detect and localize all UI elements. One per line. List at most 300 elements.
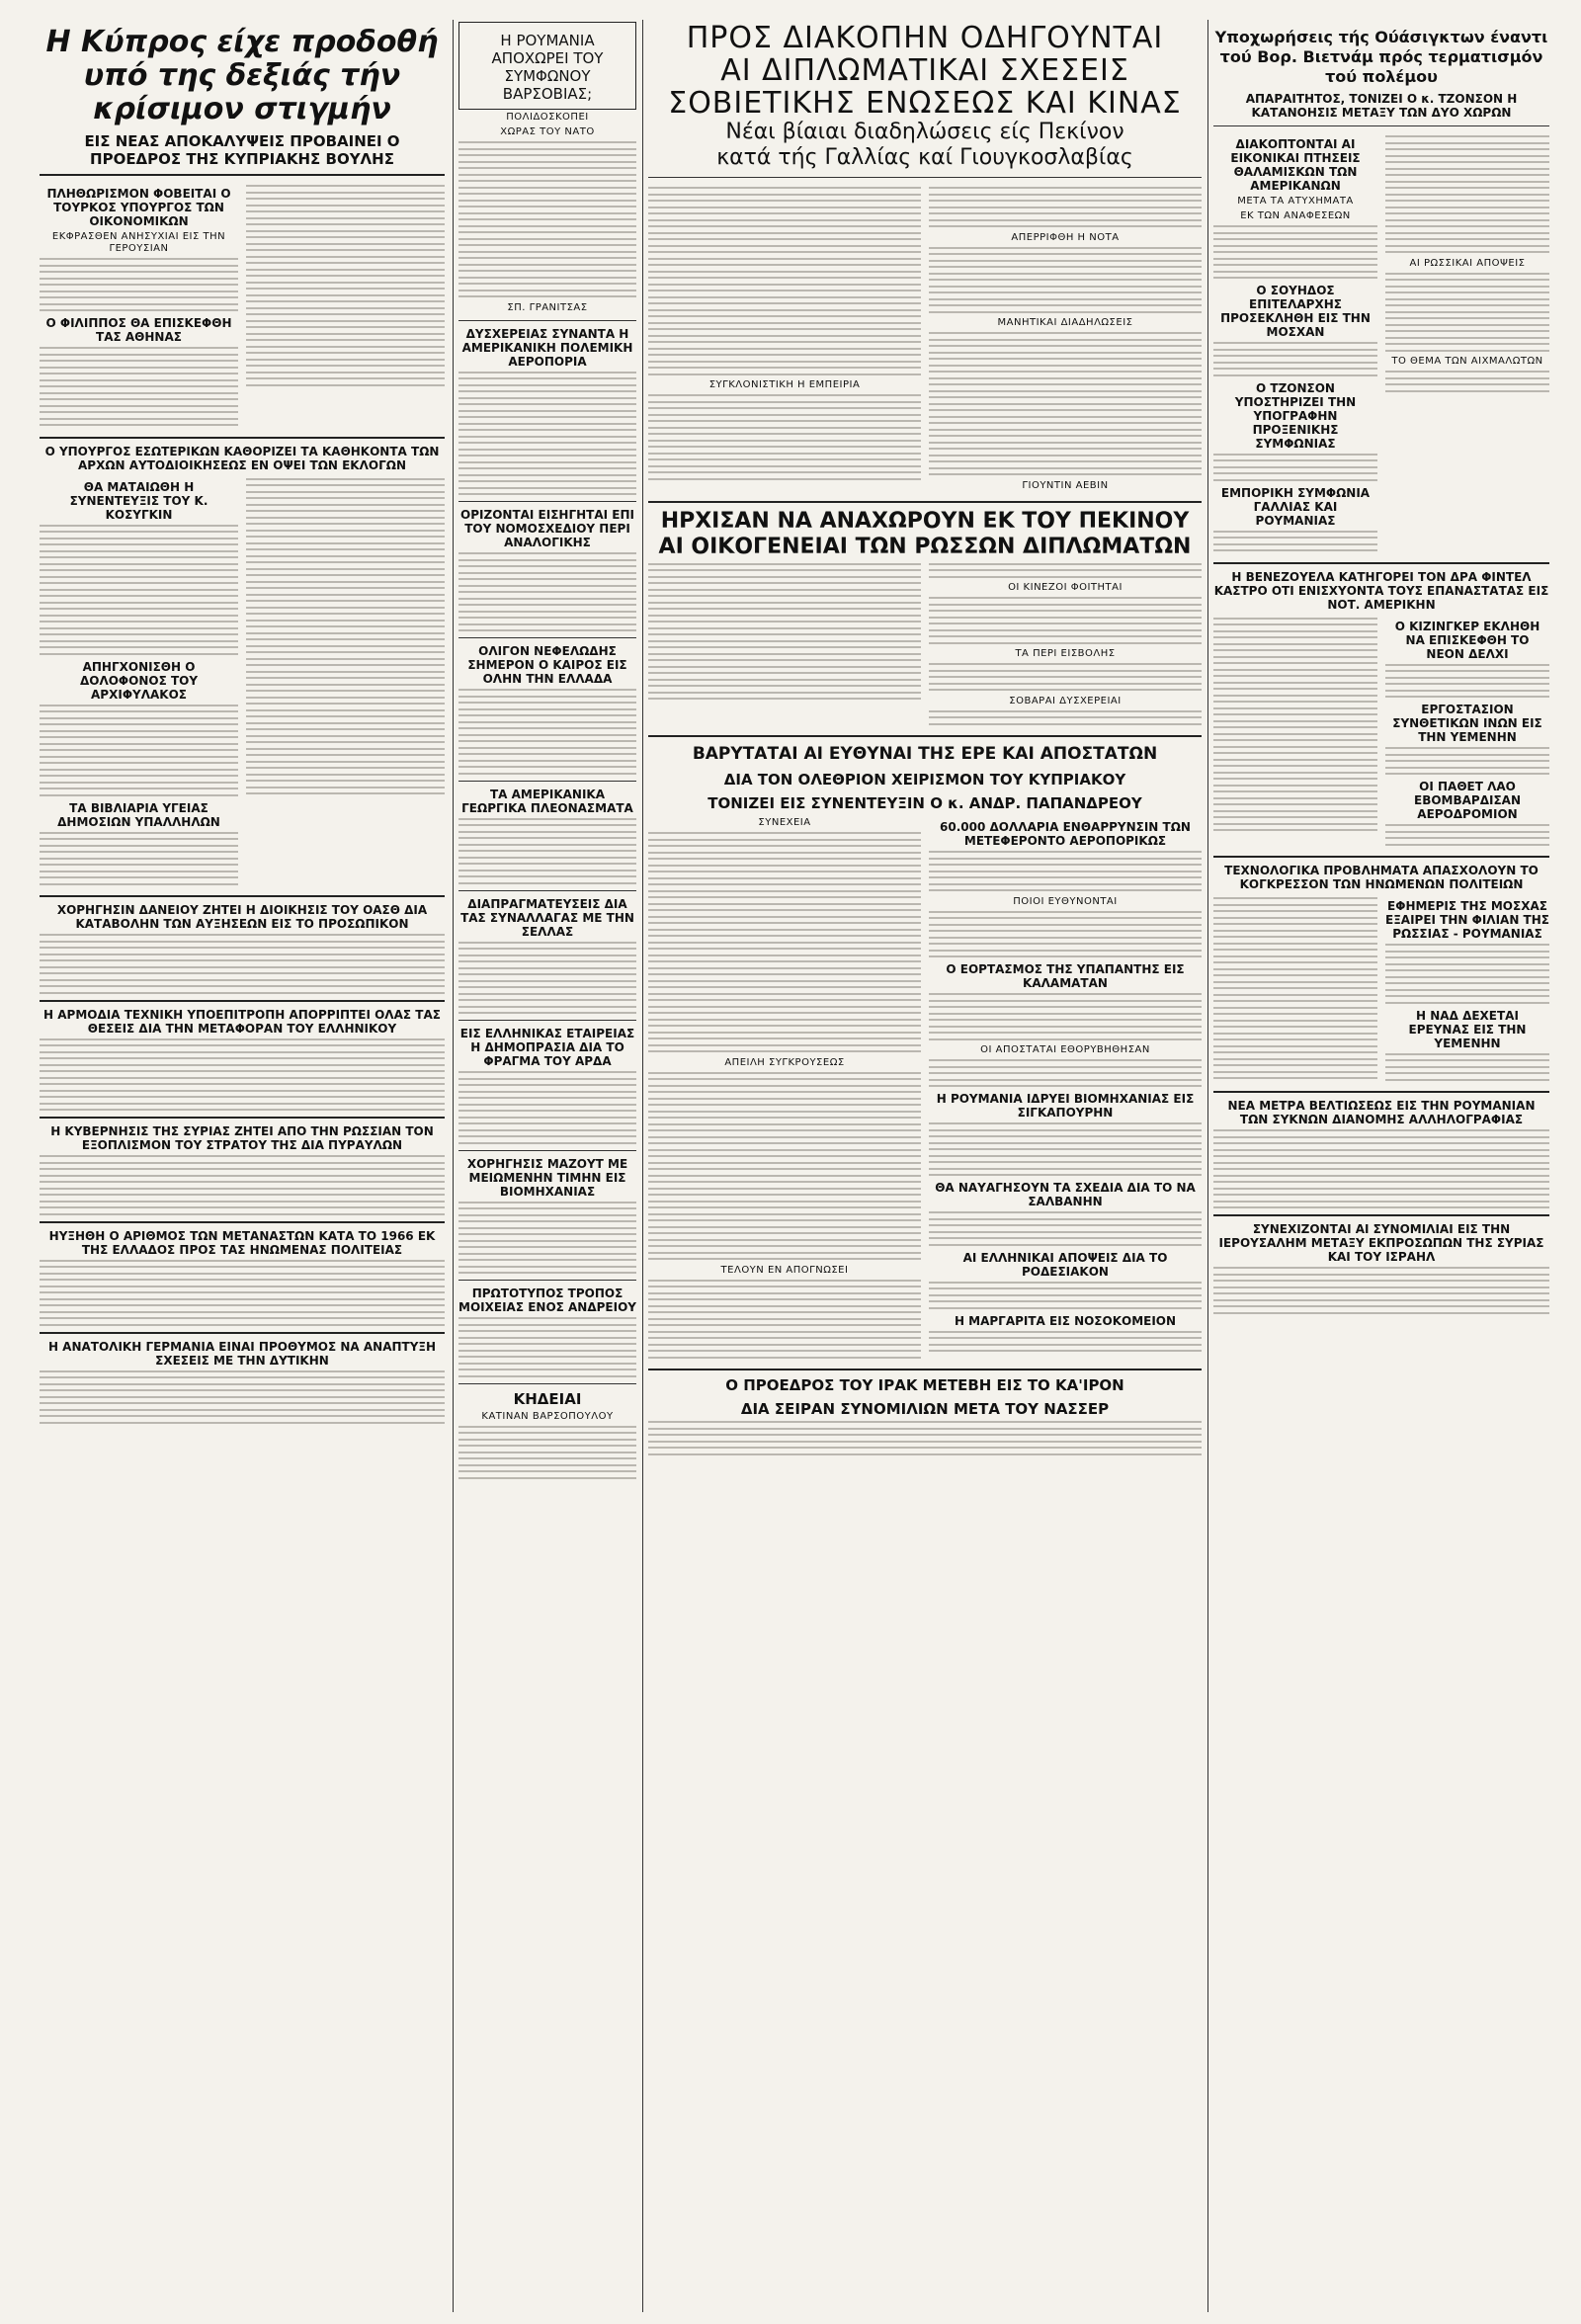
text-line (648, 1044, 921, 1046)
text-line (648, 615, 921, 617)
text-line (1213, 531, 1377, 533)
text-line (1213, 936, 1377, 938)
text-line (929, 930, 1202, 932)
text-line (458, 467, 636, 469)
text-line (40, 972, 445, 974)
text-line (648, 1012, 921, 1014)
text-line (1385, 844, 1549, 846)
subhead-experience: ΣΥΓΚΛΟΝΙΣΤΙΚΗ Η ΕΜΠΕΙΡΙΑ (708, 379, 861, 390)
text-line (458, 980, 636, 982)
text-line (929, 1019, 1202, 1021)
text-line (1213, 1286, 1549, 1288)
headline-dollars: 60.000 ΔΟΛΛΑΡΙΑ ΕΝΘΑΡΡΥΝΣΙΝ ΤΩΝ ΜΕΤΕΦΕΡΟΝΤΟ ΑΕΡΟΠΟΡΙΚΩΣ (940, 820, 1191, 848)
text-line (458, 410, 636, 412)
subhead-accidents: ΜΕΤΑ ΤΑ ΑΤΥΧΗΜΑΤΑ (1237, 196, 1354, 207)
text-line (1213, 374, 1377, 376)
text-line (929, 352, 1202, 354)
text-line (40, 1064, 445, 1066)
text-line (929, 663, 1202, 665)
text-line (246, 548, 445, 550)
text-line (458, 372, 636, 374)
text-line (1385, 219, 1549, 221)
headline-philip: Ο ΦΙΛΙΠΠΟΣ ΘΑ ΕΠΙΣΚΕΦΘΗ ΤΑΣ ΑΘΗΝΑΣ (45, 316, 232, 344)
text-line (246, 555, 445, 557)
text-line (1385, 969, 1549, 971)
headline-pathet-lao: ΟΙ ΠΑΘΕΤ ΛΑΟ ΕΒΟΜΒΑΡΔΙΣΑΝ ΑΕΡΟΔΡΟΜΙΟΝ (1414, 780, 1521, 821)
text-line (648, 871, 921, 872)
text-line (648, 986, 921, 988)
text-line (648, 1245, 921, 1247)
text-line (1385, 273, 1549, 275)
text-line (458, 1110, 636, 1112)
text-line (40, 985, 445, 987)
text-line (929, 1337, 1202, 1339)
text-line (246, 230, 445, 232)
text-line (1385, 976, 1549, 978)
text-line (40, 979, 445, 981)
text-line (929, 723, 1202, 725)
text-line (246, 217, 445, 219)
text-line (1213, 1129, 1549, 1131)
text-line (648, 666, 921, 668)
text-line (458, 1214, 636, 1216)
text-line (40, 392, 238, 394)
text-line (246, 478, 445, 480)
text-line (648, 999, 921, 1001)
text-line (458, 1012, 636, 1014)
text-line (40, 360, 238, 362)
text-line (246, 697, 445, 699)
text-line (648, 942, 921, 944)
text-line (458, 180, 636, 182)
text-line (1385, 995, 1549, 997)
text-line (648, 640, 921, 642)
text-line (1385, 212, 1549, 214)
text-line (929, 1294, 1202, 1296)
headline-margarita: Η ΜΑΡΓΑΡΙΤΑ ΕΙΣ ΝΟΣΟΚΟΜΕΙΟΝ (954, 1313, 1177, 1328)
subhead-invasion: ΤΑ ΠΕΡΙ ΕΙΣΒΟΛΗΣ (1015, 648, 1116, 659)
text-line (648, 1162, 921, 1164)
text-line (458, 442, 636, 444)
text-line (929, 635, 1202, 637)
text-line (1213, 342, 1377, 344)
text-line (458, 1202, 636, 1204)
text-line (40, 845, 238, 847)
text-line (648, 1292, 921, 1294)
text-line (1213, 264, 1377, 266)
text-line (40, 1273, 445, 1275)
headline-emigrants: ΗΥΞΗΘΗ Ο ΑΡΙΘΜΟΣ ΤΩΝ ΜΕΤΑΝΑΣΤΩΝ ΚΑΤΑ ΤΟ 1966 ΕΚ ΤΗΣ ΕΛΛΑΔΟΣ ΠΡΟΣ ΤΑΣ ΗΝΩΜΕΝΑΣ ΠΟΛΙΤΕΙΑΣ (48, 1228, 436, 1257)
banner-sub-1: Νέαι βίαιαι διαδηλώσεις είς Πεκίνον (725, 120, 1124, 144)
text-line (458, 1091, 636, 1093)
headline-moscow-paper: ΕΦΗΜΕΡΙΣ ΤΗΣ ΜΟΣΧΑΣ ΕΞΑΙΡΕΙ ΤΗΝ ΦΙΛΙΑΝ ΤΗΣ ΡΩΣΣΙΑΣ - ΡΟΥΜΑΝΙΑΣ (1385, 899, 1549, 941)
text-line (648, 361, 921, 363)
text-line (1213, 910, 1377, 912)
text-line (1213, 994, 1377, 996)
text-line (40, 710, 238, 712)
text-line (458, 611, 636, 613)
text-line (246, 339, 445, 341)
banner-papandreou-2: ΔΙΑ ΤΟΝ ΟΛΕΘΡΙΟΝ ΧΕΙΡΙΣΜΟΝ ΤΟΥ ΚΥΠΡΙΑΚΟΥ (723, 771, 1126, 788)
text-line (929, 864, 1202, 866)
text-line (40, 1155, 445, 1157)
text-line (1213, 961, 1377, 963)
text-line (929, 924, 1202, 926)
text-line (246, 243, 445, 245)
text-line (1385, 155, 1549, 157)
text-line (40, 1162, 445, 1164)
headline-vietnam: Υποχωρήσεις τής Ούάσιγκτων έναντι τού Βορ. Βιετνάμ πρός τερματισμόν τού πολέμου (1214, 28, 1548, 86)
banner-sub-2: κατά τής Γαλλίας καί Γιουγκοσλαβίας (716, 145, 1133, 170)
text-line (648, 1050, 921, 1052)
text-line (648, 621, 921, 622)
text-line (1213, 752, 1377, 754)
text-line (648, 646, 921, 648)
text-line (246, 761, 445, 763)
text-line (929, 1155, 1202, 1157)
text-line (246, 256, 445, 258)
text-line (1385, 1053, 1549, 1055)
text-line (1385, 207, 1549, 208)
text-line (246, 722, 445, 724)
text-line (1213, 1188, 1549, 1190)
text-line (648, 1078, 921, 1080)
text-line (1385, 168, 1549, 170)
banner-line-3: ΣΟΒΙΕΤΙΚΗΣ ΕΝΩΣΕΩΣ ΚΑΙ ΚΙΝΑΣ (668, 86, 1182, 121)
text-line (1385, 317, 1549, 319)
banner-papandreou-1: ΒΑΡΥΤΑΤΑΙ ΑΙ ΕΥΘΥΝΑΙ ΤΗΣ ΕΡΕ ΚΑΙ ΑΠΟΣΤΑΤΩΝ (692, 744, 1158, 764)
text-line (929, 1350, 1202, 1352)
text-line (929, 950, 1202, 952)
text-line (929, 403, 1202, 405)
text-line (458, 161, 636, 163)
subhead-note-rejected: ΑΠΕΡΡΙΦΘΗ Η ΝΟΤΑ (1011, 231, 1120, 243)
text-line (1385, 944, 1549, 946)
banner-line-1: ΠΡΟΣ ΔΙΑΚΟΠΗΝ ΟΔΗΓΟΥΝΤΑΙ (686, 22, 1164, 55)
text-line (648, 1447, 1202, 1449)
text-line (40, 373, 238, 374)
text-line (648, 563, 921, 565)
text-line (246, 574, 445, 576)
column-rule (453, 20, 454, 2312)
headline-rhodesia: ΑΙ ΕΛΛΗΝΙΚΑΙ ΑΠΟΨΕΙΣ ΔΙΑ ΤΟ ΡΟΔΕΣΙΑΚΟΝ (962, 1250, 1168, 1279)
text-line (929, 610, 1202, 612)
text-line (648, 328, 921, 330)
headline-rapporteurs: ΟΡΙΖΟΝΤΑΙ ΕΙΣΗΓΗΤΑΙ ΕΠΙ ΤΟΥ ΝΟΜΟΣΧΕΔΙΟΥ ΠΕΡΙ ΑΝΑΛΟΓΙΚΗΣ (460, 508, 634, 549)
text-line (648, 692, 921, 694)
text-line (458, 1135, 636, 1137)
text-line (40, 730, 238, 732)
text-line (458, 747, 636, 749)
text-line (1213, 1175, 1549, 1177)
text-line (1213, 930, 1377, 932)
text-line (40, 723, 238, 725)
text-line (1385, 330, 1549, 332)
text-line (648, 219, 921, 221)
text-line (648, 1305, 921, 1307)
text-line (929, 1122, 1202, 1124)
text-line (1213, 1312, 1549, 1314)
text-line (648, 576, 921, 578)
text-line (1213, 1142, 1549, 1144)
text-line (40, 1311, 445, 1313)
text-line (246, 613, 445, 615)
text-line (929, 286, 1202, 288)
text-line (458, 487, 636, 489)
headline-kalamata: Ο ΕΟΡΤΑΣΜΟΣ ΤΗΣ ΥΠΑΠΑΝΤΗΣ ΕΙΣ ΚΑΛΑΜΑΤΑΝ (946, 962, 1185, 990)
text-line (458, 257, 636, 259)
text-line (246, 275, 445, 277)
text-line (458, 753, 636, 755)
text-line (1385, 773, 1549, 775)
text-line (246, 346, 445, 348)
text-line (458, 844, 636, 846)
text-line (648, 1280, 921, 1282)
text-line (648, 341, 921, 343)
text-line (458, 212, 636, 214)
text-line (929, 473, 1202, 475)
text-line (1213, 943, 1377, 945)
text-line (458, 148, 636, 150)
text-line (1213, 785, 1377, 787)
text-line (458, 1375, 636, 1377)
text-line (246, 735, 445, 737)
text-line (1385, 831, 1549, 833)
text-line (40, 1083, 445, 1085)
headline-adultery: ΠΡΩΤΟΤΥΠΟΣ ΤΡΟΠΟΣ ΜΟΙΧΕΙΑΣ ΕΝΟΣ ΑΝΔΡΕΙΟΥ (458, 1286, 636, 1314)
text-line (1213, 618, 1377, 620)
text-line (1213, 1201, 1549, 1203)
byline-romania: ΠΟΛΙΔΟΣΚΟΠΕΙ (506, 112, 589, 123)
text-line (40, 838, 238, 840)
text-line (458, 461, 636, 463)
text-line (648, 1181, 921, 1183)
text-line (648, 883, 921, 885)
text-line (40, 1181, 445, 1183)
text-line (40, 296, 238, 298)
text-line (40, 303, 238, 305)
text-line (40, 398, 238, 400)
text-line (246, 262, 445, 264)
text-line (648, 414, 921, 416)
text-line (1385, 696, 1549, 698)
text-line (929, 1085, 1202, 1087)
text-line (458, 390, 636, 392)
text-line (458, 696, 636, 698)
text-line (1213, 923, 1377, 925)
text-line (1385, 148, 1549, 150)
text-line (1385, 956, 1549, 958)
text-line (40, 966, 445, 968)
text-line (648, 394, 921, 396)
text-line (648, 1194, 921, 1196)
headline-agricultural-surplus: ΤΑ ΑΜΕΡΙΚΑΝΙΚΑ ΓΕΩΡΓΙΚΑ ΠΛΕΟΝΑΣΜΑΤΑ (461, 787, 633, 815)
text-line (1213, 759, 1377, 761)
text-line (929, 629, 1202, 631)
text-line (40, 1291, 445, 1293)
text-line (246, 581, 445, 583)
text-line (246, 767, 445, 769)
text-line (40, 550, 238, 552)
text-line (648, 896, 921, 898)
text-line (40, 1422, 445, 1424)
text-line (458, 967, 636, 969)
text-line (458, 225, 636, 227)
text-line (929, 617, 1202, 619)
text-line (648, 832, 921, 834)
text-line (246, 690, 445, 692)
text-line (648, 865, 921, 867)
subhead-russian-views: ΑΙ ΡΩΣΣΙΚΑΙ ΑΠΟΨΕΙΣ (1409, 257, 1526, 269)
text-line (1213, 981, 1377, 983)
column-left (40, 22, 445, 2314)
text-line (1213, 1033, 1377, 1035)
text-line (458, 604, 636, 606)
text-line (648, 1136, 921, 1138)
text-line (1213, 251, 1377, 253)
text-line (458, 552, 636, 554)
text-line (1385, 371, 1549, 373)
text-line (40, 1317, 445, 1319)
text-line (458, 1253, 636, 1255)
text-line (40, 1090, 445, 1092)
subhead-responsible: ΠΟΙΟΙ ΕΥΘΥΝΟΝΤΑΙ (1013, 895, 1118, 907)
text-line (246, 223, 445, 225)
text-line (1213, 1299, 1549, 1301)
banner-papandreou-3: ΤΟΝΙΖΕΙ ΕΙΣ ΣΥΝΕΝΤΕΥΞΙΝ Ο κ. ΑΝΔΡ. ΠΑΠΑΝΔΡΕΟΥ (707, 794, 1142, 812)
text-line (1213, 454, 1377, 456)
text-line (1213, 368, 1377, 370)
text-line (929, 1168, 1202, 1170)
text-line (246, 715, 445, 717)
text-line (458, 1122, 636, 1124)
text-line (246, 497, 445, 499)
text-line (1213, 543, 1377, 545)
text-line (458, 295, 636, 297)
text-line (648, 290, 921, 291)
text-line (648, 608, 921, 610)
text-line (648, 1149, 921, 1151)
text-line (1385, 251, 1549, 253)
text-line (929, 291, 1202, 293)
text-line (648, 685, 921, 687)
text-line (246, 249, 445, 251)
text-line (929, 1211, 1202, 1213)
text-line (458, 578, 636, 580)
text-line (648, 277, 921, 279)
text-line (40, 1402, 445, 1404)
text-line (1385, 377, 1549, 379)
text-line (929, 597, 1202, 599)
text-line (648, 569, 921, 571)
text-line (1213, 823, 1377, 825)
text-line (929, 1344, 1202, 1346)
text-line (1213, 1026, 1377, 1028)
text-line (648, 909, 921, 911)
text-line (1213, 1149, 1549, 1151)
text-line (648, 903, 921, 905)
text-line (648, 471, 921, 473)
banner-iraq-1: Ο ΠΡΟΕΔΡΟΣ ΤΟΥ ΙΡΑΚ ΜΕΤΕΒΗ ΕΙΣ ΤΟ ΚΑ'ΙΡΟΝ (725, 1376, 1124, 1394)
text-line (1213, 643, 1377, 645)
text-line (929, 1079, 1202, 1081)
text-line (929, 383, 1202, 385)
headline-oasth-loan: ΧΟΡΗΓΗΣΙΝ ΔΑΝΕΙΟΥ ΖΗΤΕΙ Η ΔΙΟΙΚΗΣΙΣ ΤΟΥ ΟΑΣΘ ΔΙΑ ΚΑΤΑΒΟΛΗΝ ΤΩΝ ΑΥΞΗΣΕΩΝ ΕΙΣ ΤΟ ΠΡΟΣΩΠΙΚΟΝ (56, 903, 428, 931)
text-line (1385, 754, 1549, 756)
text-line (40, 582, 238, 584)
text-line (40, 1038, 445, 1040)
text-line (648, 322, 921, 324)
text-line (929, 345, 1202, 347)
headline-trade-agreement: ΕΜΠΟΡΙΚΗ ΣΥΜΦΩΝΙΑ ΓΑΛΛΙΑΣ ΚΑΙ ΡΟΥΜΑΝΙΑΣ (1220, 485, 1371, 528)
text-line (648, 1232, 921, 1234)
text-line (648, 1032, 921, 1034)
text-line (40, 756, 238, 758)
text-line (458, 565, 636, 567)
headline-syria-missiles: Η ΚΥΒΕΡΝΗΣΙΣ ΤΗΣ ΣΥΡΙΑΣ ΖΗΤΕΙ ΑΠΟ ΤΗΝ ΡΩΣΣΙΑΝ ΤΟΝ ΕΞΟΠΛΙΣΜΟΝ ΤΟΥ ΣΤΡΑΤΟΥ ΤΗΣ ΔΙΑ ΠΥΡΑΥΛΩΝ (50, 1124, 434, 1152)
text-line (648, 633, 921, 635)
subhead-demonstrations: ΜΑΝΗΤΙΚΑΙ ΔΙΑΔΗΛΩΣΕΙΣ (997, 317, 1133, 328)
text-line (1213, 917, 1377, 919)
text-line (40, 284, 238, 286)
text-line (1385, 390, 1549, 392)
text-line (458, 480, 636, 482)
headline-swedish-chief: Ο ΣΟΥΗΔΟΣ ΕΠΙΤΕΛΑΡΧΗΣ ΠΡΟΣΕΚΛΗΘΗ ΕΙΣ ΤΗΝ ΜΟΣΧΑΝ (1220, 284, 1371, 339)
text-line (40, 1201, 445, 1203)
text-line (458, 954, 636, 956)
text-line (458, 416, 636, 418)
text-line (648, 1311, 921, 1313)
subhead-prisoners: ΤΟ ΘΕΜΑ ΤΩΝ ΑΙΧΜΑΛΩΤΩΝ (1391, 356, 1543, 367)
text-line (40, 538, 238, 540)
text-line (1213, 778, 1377, 780)
text-line (1385, 181, 1549, 183)
text-line (648, 264, 921, 266)
text-line (1213, 1155, 1549, 1157)
subhead-apostates: ΟΙ ΑΠΟΣΤΑΤΑΙ ΕΘΟΡΥΒΗΘΗΣΑΝ (980, 1044, 1150, 1055)
text-line (40, 411, 238, 413)
text-line (648, 348, 921, 350)
text-line (1213, 623, 1377, 625)
text-line (648, 839, 921, 841)
text-line (1213, 1020, 1377, 1022)
text-line (458, 942, 636, 944)
text-line (40, 424, 238, 426)
text-line (458, 623, 636, 625)
text-line (458, 474, 636, 476)
text-line (40, 749, 238, 751)
text-line (648, 1006, 921, 1008)
banner-iraq-2: ΔΙΑ ΣΕΙΡΑΝ ΣΥΝΟΜΙΛΙΩΝ ΜΕΤΑ ΤΟΥ ΝΑΣΣΕΡ (740, 1400, 1110, 1418)
text-line (648, 1239, 921, 1241)
text-line (648, 335, 921, 337)
text-line (648, 877, 921, 879)
text-line (1213, 797, 1377, 799)
text-line (648, 1226, 921, 1228)
text-line (1213, 688, 1377, 690)
text-line (458, 773, 636, 775)
text-line (40, 1383, 445, 1385)
text-line (1385, 324, 1549, 326)
text-line (458, 1266, 636, 1268)
text-line (1385, 1002, 1549, 1004)
text-line (929, 1244, 1202, 1246)
text-line (458, 960, 636, 962)
text-line (246, 294, 445, 296)
headline-singapore: Η ΡΟΥΜΑΝΙΑ ΙΔΡΥΕΙ ΒΙΟΜΗΧΑΝΙΑΣ ΕΙΣ ΣΙΓΚΑΠΟΥΡΗΝ (936, 1092, 1195, 1120)
text-line (40, 615, 238, 617)
text-line (40, 1188, 445, 1190)
